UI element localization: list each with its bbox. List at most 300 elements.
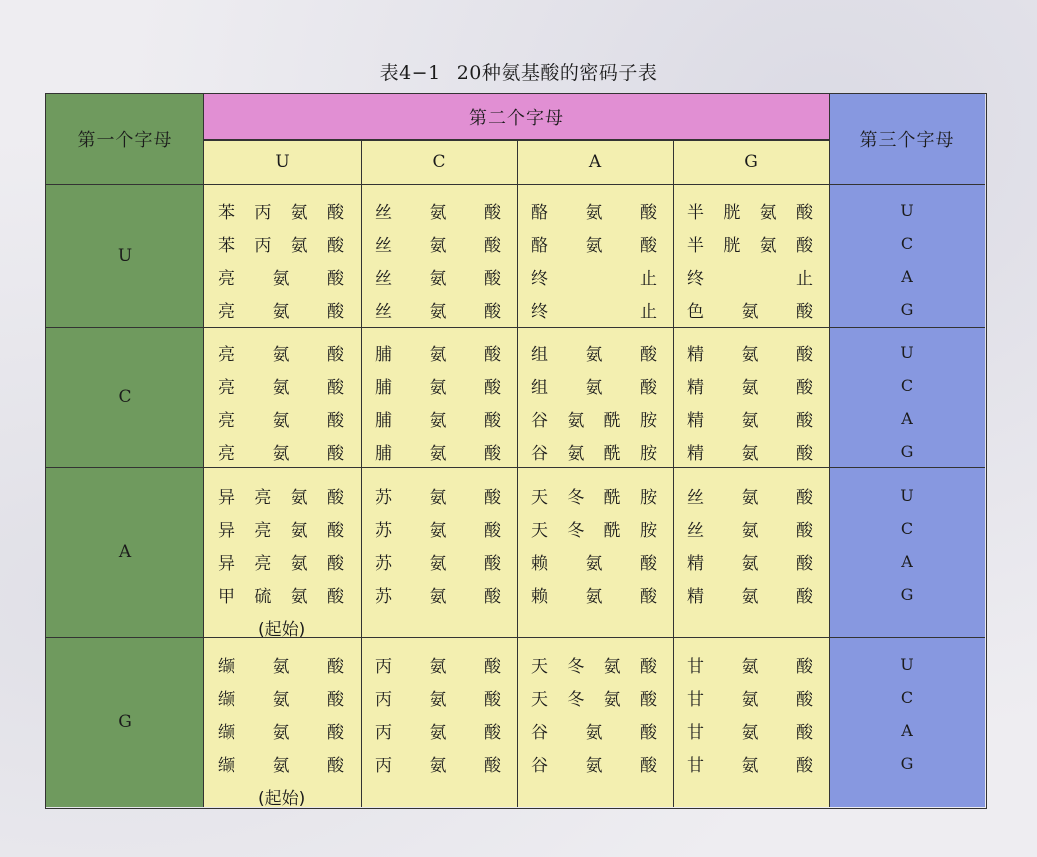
amino-acid-AAU — [531, 479, 657, 512]
amino-acid-char: 氨 — [741, 723, 759, 743]
amino-acid-char: 胺 — [639, 521, 657, 541]
amino-acid-char: 异 — [218, 554, 235, 574]
amino-acid-char: 缬 — [218, 756, 235, 776]
amino-acid-char: 酸 — [327, 345, 344, 365]
third-letter-U: U — [900, 655, 914, 674]
amino-acid-char: 苯 — [218, 203, 235, 223]
amino-acid-char: 酸 — [640, 723, 657, 743]
amino-acid-char: 氨 — [429, 690, 447, 710]
amino-acid-AUG — [218, 578, 344, 611]
amino-acid-char: 氨 — [585, 756, 603, 776]
amino-acid-UAA — [531, 260, 657, 293]
amino-acid-char: 酸 — [640, 236, 657, 256]
amino-acid-char: 氨 — [741, 554, 759, 574]
amino-acid-GUG — [218, 747, 344, 780]
amino-acid-char: 亮 — [218, 345, 235, 365]
amino-acid-char: 氨 — [429, 554, 447, 574]
amino-acid-char: 氨 — [741, 521, 759, 541]
amino-acid-char: 脯 — [375, 444, 392, 464]
amino-acid-char: 氨 — [741, 444, 759, 464]
amino-acid-char: 缬 — [218, 657, 235, 677]
amino-acid-char: 氨 — [741, 587, 759, 607]
amino-acid-char: 精 — [687, 345, 704, 365]
amino-acid-char: 胺 — [639, 488, 657, 508]
amino-acid-UUG — [218, 293, 344, 326]
amino-acid-char: 酰 — [603, 488, 621, 508]
start-codon-note: (起始) — [258, 789, 306, 809]
amino-acid-GAU — [531, 648, 657, 681]
second-letter-U: U — [275, 152, 290, 172]
amino-acid-char: 氨 — [429, 378, 447, 398]
amino-acid-char: 氨 — [429, 657, 447, 677]
amino-acid-AUU — [218, 479, 344, 512]
amino-acid-char: 氨 — [429, 269, 447, 289]
amino-acid-char: 止 — [640, 269, 657, 289]
amino-acid-char: 酸 — [639, 690, 657, 710]
amino-acid-CGA — [687, 402, 813, 435]
amino-acid-AGC — [687, 512, 813, 545]
amino-acid-GAA — [531, 714, 657, 747]
amino-acid-char: 丙 — [375, 690, 392, 710]
amino-acid-char: 酸 — [640, 756, 657, 776]
third-letter-group — [829, 648, 985, 780]
amino-acid-char: 亮 — [254, 488, 272, 508]
amino-acid-char: 酸 — [484, 723, 501, 743]
second-letter-C: C — [432, 152, 446, 172]
amino-acid-char: 酸 — [326, 203, 344, 223]
amino-acid-char: 酸 — [796, 302, 813, 322]
amino-acid-char: 甘 — [687, 657, 704, 677]
amino-acid-char: 氨 — [759, 236, 777, 256]
amino-acid-GGU — [687, 648, 813, 681]
amino-acid-char: 氨 — [429, 444, 447, 464]
amino-acid-char: 酸 — [640, 345, 657, 365]
third-letter-group — [829, 336, 985, 468]
amino-acid-char: 酸 — [327, 378, 344, 398]
amino-acid-char: 酸 — [326, 236, 344, 256]
amino-acid-char: 丝 — [375, 302, 392, 322]
amino-acid-char: 脯 — [375, 345, 392, 365]
amino-acid-char: 酸 — [484, 203, 501, 223]
amino-acid-char: 氨 — [429, 236, 447, 256]
amino-acid-ACG — [375, 578, 501, 611]
amino-acid-AAA — [531, 545, 657, 578]
amino-acid-char: 精 — [687, 587, 704, 607]
amino-acid-char: 缬 — [218, 723, 235, 743]
amino-acid-char: 天 — [531, 488, 548, 508]
second-letter-G: G — [744, 152, 758, 172]
amino-acid-char: 酸 — [484, 690, 501, 710]
amino-acid-char: 冬 — [567, 690, 585, 710]
amino-acid-char: 氨 — [429, 411, 447, 431]
divider-vertical — [517, 140, 518, 807]
amino-acid-char: 酸 — [484, 302, 501, 322]
amino-acid-char: 止 — [640, 302, 657, 322]
amino-acid-char: 缬 — [218, 690, 235, 710]
amino-acid-char: 氨 — [290, 488, 308, 508]
amino-acid-CUC — [218, 369, 344, 402]
amino-acid-GCG — [375, 747, 501, 780]
amino-acid-char: 酸 — [327, 269, 344, 289]
third-letter-U: U — [900, 343, 914, 362]
amino-acid-CGG — [687, 435, 813, 468]
amino-acid-char: 氨 — [290, 203, 308, 223]
amino-acid-char: 氨 — [290, 587, 308, 607]
amino-acid-char: 甘 — [687, 723, 704, 743]
amino-acid-CUG — [218, 435, 344, 468]
amino-acid-char: 天 — [531, 521, 548, 541]
amino-acid-char: 酸 — [796, 723, 813, 743]
amino-acid-ACA — [375, 545, 501, 578]
amino-acid-char: 氨 — [272, 444, 290, 464]
amino-acid-char: 冬 — [567, 657, 585, 677]
amino-acid-char: 丝 — [687, 521, 704, 541]
third-letter-C: C — [900, 234, 914, 253]
amino-acid-char: 胱 — [723, 203, 741, 223]
table-title: 20种氨基酸的密码子表 — [456, 62, 658, 84]
amino-acid-AUA — [218, 545, 344, 578]
amino-acid-char: 酸 — [326, 488, 344, 508]
amino-acid-char: 酸 — [796, 657, 813, 677]
amino-acid-ACU — [375, 479, 501, 512]
amino-acid-AAG — [531, 578, 657, 611]
amino-acid-char: 氨 — [272, 690, 290, 710]
amino-acid-char: 精 — [687, 411, 704, 431]
amino-acid-ACC — [375, 512, 501, 545]
amino-acid-char: 酰 — [603, 411, 621, 431]
third-letter-C: C — [900, 376, 914, 395]
amino-acid-char: 谷 — [531, 444, 548, 464]
amino-acid-char: 半 — [687, 236, 704, 256]
amino-acid-char: 酸 — [795, 203, 813, 223]
amino-acid-char: 终 — [531, 302, 548, 322]
amino-acid-char: 脯 — [375, 378, 392, 398]
amino-acid-char: 氨 — [585, 236, 603, 256]
third-letter-A: A — [901, 267, 913, 286]
amino-acid-char: 氨 — [272, 657, 290, 677]
amino-acid-char: 酸 — [484, 444, 501, 464]
amino-acid-CCA — [375, 402, 501, 435]
amino-acid-CCG — [375, 435, 501, 468]
amino-acid-char: 甲 — [218, 587, 235, 607]
amino-acid-char: 氨 — [741, 378, 759, 398]
amino-acid-char: 亮 — [254, 554, 272, 574]
amino-acid-char: 氨 — [603, 657, 621, 677]
first-letter-U: U — [117, 245, 133, 266]
amino-acid-char: 氨 — [272, 378, 290, 398]
amino-acid-char: 终 — [531, 269, 548, 289]
amino-acid-char: 组 — [531, 345, 548, 365]
amino-acid-char: 丝 — [687, 488, 704, 508]
amino-acid-char: 氨 — [290, 521, 308, 541]
amino-acid-char: 亮 — [218, 411, 235, 431]
amino-acid-char: 亮 — [218, 444, 235, 464]
amino-acid-GCU — [375, 648, 501, 681]
amino-acid-GCC — [375, 681, 501, 714]
amino-acid-char: 酸 — [327, 756, 344, 776]
amino-acid-char: 酸 — [639, 657, 657, 677]
third-letter-A: A — [901, 409, 913, 428]
amino-acid-AAC — [531, 512, 657, 545]
amino-acid-char: 亮 — [218, 378, 235, 398]
amino-acid-char: 天 — [531, 690, 548, 710]
amino-acid-char: 氨 — [272, 723, 290, 743]
amino-acid-char: 酸 — [327, 657, 344, 677]
amino-acid-char: 氨 — [585, 203, 603, 223]
amino-acid-char: 终 — [687, 269, 704, 289]
amino-acid-GAG — [531, 747, 657, 780]
amino-acid-char: 胱 — [723, 236, 741, 256]
amino-acid-char: 酸 — [484, 269, 501, 289]
amino-acid-CGU — [687, 336, 813, 369]
amino-acid-UCA — [375, 260, 501, 293]
amino-acid-char: 酸 — [795, 236, 813, 256]
amino-acid-char: 酸 — [484, 756, 501, 776]
first-letter-C: C — [118, 387, 132, 407]
amino-acid-char: 氨 — [272, 269, 290, 289]
amino-acid-CUU — [218, 336, 344, 369]
amino-acid-char: 酸 — [327, 302, 344, 322]
amino-acid-char: 丝 — [375, 269, 392, 289]
amino-acid-GGG — [687, 747, 813, 780]
amino-acid-char: 谷 — [531, 756, 548, 776]
amino-acid-char: 精 — [687, 554, 704, 574]
amino-acid-GCA — [375, 714, 501, 747]
amino-acid-char: 丙 — [375, 723, 392, 743]
amino-acid-char: 氨 — [290, 236, 308, 256]
amino-acid-UGC — [687, 227, 813, 260]
amino-acid-CGC — [687, 369, 813, 402]
amino-acid-char: 酸 — [327, 411, 344, 431]
amino-acid-UUA — [218, 260, 344, 293]
amino-acid-char: 组 — [531, 378, 548, 398]
third-letter-G: G — [900, 442, 914, 461]
amino-acid-char: 氨 — [585, 345, 603, 365]
amino-acid-char: 氨 — [272, 302, 290, 322]
amino-acid-char: 氨 — [585, 723, 603, 743]
amino-acid-char: 酸 — [484, 345, 501, 365]
amino-acid-char: 氨 — [741, 690, 759, 710]
third-letter-G: G — [900, 300, 914, 319]
amino-acid-UAU — [531, 194, 657, 227]
amino-acid-char: 酸 — [484, 411, 501, 431]
third-letter-U: U — [900, 486, 914, 505]
amino-acid-char: 氨 — [429, 302, 447, 322]
amino-acid-char: 异 — [218, 521, 235, 541]
amino-acid-CCC — [375, 369, 501, 402]
amino-acid-char: 酸 — [327, 723, 344, 743]
amino-acid-UGU — [687, 194, 813, 227]
amino-acid-char: 氨 — [272, 411, 290, 431]
codon-table — [45, 93, 987, 809]
amino-acid-char: 酸 — [326, 554, 344, 574]
amino-acid-char: 酰 — [603, 444, 621, 464]
amino-acid-char: 酸 — [484, 657, 501, 677]
amino-acid-UCC — [375, 227, 501, 260]
amino-acid-char: 酸 — [484, 554, 501, 574]
amino-acid-char: 酸 — [796, 587, 813, 607]
third-letter-C: C — [900, 519, 914, 538]
amino-acid-AGG — [687, 578, 813, 611]
amino-acid-char: 天 — [531, 657, 548, 677]
amino-acid-char: 丙 — [375, 756, 392, 776]
amino-acid-GAC — [531, 681, 657, 714]
amino-acid-char: 亮 — [218, 302, 235, 322]
amino-acid-char: 酸 — [484, 236, 501, 256]
second-letter-header: 第二个字母 — [469, 108, 564, 129]
amino-acid-AUC — [218, 512, 344, 545]
amino-acid-char: 甘 — [687, 756, 704, 776]
amino-acid-char: 谷 — [531, 411, 548, 431]
third-letter-A: A — [901, 552, 913, 571]
amino-acid-char: 氨 — [741, 488, 759, 508]
amino-acid-char: 精 — [687, 378, 704, 398]
amino-acid-char: 酸 — [640, 378, 657, 398]
amino-acid-char: 酸 — [796, 690, 813, 710]
amino-acid-char: 赖 — [531, 587, 548, 607]
amino-acid-char: 酸 — [640, 203, 657, 223]
amino-acid-char: 苏 — [375, 488, 392, 508]
amino-acid-CAU — [531, 336, 657, 369]
amino-acid-char: 丙 — [254, 236, 272, 256]
amino-acid-char: 酸 — [484, 378, 501, 398]
third-letter-U: U — [900, 201, 914, 220]
amino-acid-char: 酸 — [327, 690, 344, 710]
amino-acid-char: 酸 — [796, 521, 813, 541]
amino-acid-char: 酪 — [531, 236, 548, 256]
amino-acid-GUA — [218, 714, 344, 747]
amino-acid-char: 氨 — [429, 203, 447, 223]
amino-acid-char: 氨 — [585, 554, 603, 574]
third-letter-G: G — [900, 585, 914, 604]
third-letter-G: G — [900, 754, 914, 773]
amino-acid-CUA — [218, 402, 344, 435]
amino-acid-char: 硫 — [254, 587, 272, 607]
third-letter-group — [829, 194, 985, 326]
amino-acid-char: 酸 — [326, 521, 344, 541]
amino-acid-char: 氨 — [585, 587, 603, 607]
amino-acid-char: 酸 — [484, 587, 501, 607]
amino-acid-char: 丝 — [375, 203, 392, 223]
amino-acid-UAG — [531, 293, 657, 326]
third-letter-C: C — [900, 688, 914, 707]
amino-acid-char: 脯 — [375, 411, 392, 431]
amino-acid-CAC — [531, 369, 657, 402]
amino-acid-char: 酸 — [327, 444, 344, 464]
amino-acid-char: 氨 — [290, 554, 308, 574]
amino-acid-AGA — [687, 545, 813, 578]
amino-acid-AGU — [687, 479, 813, 512]
amino-acid-GGA — [687, 714, 813, 747]
amino-acid-UUU — [218, 194, 344, 227]
amino-acid-char: 止 — [796, 269, 813, 289]
amino-acid-char: 氨 — [272, 345, 290, 365]
amino-acid-char: 氨 — [429, 345, 447, 365]
amino-acid-char: 氨 — [759, 203, 777, 223]
amino-acid-char: 酸 — [640, 587, 657, 607]
amino-acid-char: 胺 — [639, 411, 657, 431]
divider-vertical — [673, 140, 674, 807]
amino-acid-char: 氨 — [603, 690, 621, 710]
amino-acid-char: 氨 — [741, 657, 759, 677]
amino-acid-char: 氨 — [429, 488, 447, 508]
amino-acid-char: 氨 — [741, 345, 759, 365]
amino-acid-char: 酸 — [796, 554, 813, 574]
amino-acid-char: 氨 — [567, 411, 585, 431]
third-letter-A: A — [901, 721, 913, 740]
amino-acid-GUU — [218, 648, 344, 681]
amino-acid-char: 氨 — [567, 444, 585, 464]
amino-acid-char: 氨 — [741, 411, 759, 431]
third-letter-group — [829, 479, 985, 611]
amino-acid-char: 酸 — [796, 444, 813, 464]
amino-acid-char: 苏 — [375, 554, 392, 574]
amino-acid-char: 氨 — [429, 723, 447, 743]
amino-acid-char: 甘 — [687, 690, 704, 710]
amino-acid-char: 酸 — [796, 378, 813, 398]
amino-acid-char: 氨 — [741, 302, 759, 322]
amino-acid-UGG — [687, 293, 813, 326]
amino-acid-char: 氨 — [741, 756, 759, 776]
amino-acid-char: 酸 — [796, 345, 813, 365]
amino-acid-UCU — [375, 194, 501, 227]
amino-acid-char: 酸 — [326, 587, 344, 607]
amino-acid-char: 谷 — [531, 723, 548, 743]
amino-acid-char: 异 — [218, 488, 235, 508]
amino-acid-char: 酸 — [796, 411, 813, 431]
amino-acid-char: 精 — [687, 444, 704, 464]
amino-acid-char: 酸 — [796, 488, 813, 508]
amino-acid-CAG — [531, 435, 657, 468]
amino-acid-GGC — [687, 681, 813, 714]
third-letter-header: 第三个字母 — [859, 130, 955, 151]
amino-acid-char: 丙 — [254, 203, 272, 223]
amino-acid-GUC — [218, 681, 344, 714]
amino-acid-char: 苏 — [375, 521, 392, 541]
amino-acid-char: 酸 — [640, 554, 657, 574]
amino-acid-char: 氨 — [272, 756, 290, 776]
amino-acid-char: 酰 — [603, 521, 621, 541]
amino-acid-char: 氨 — [585, 378, 603, 398]
amino-acid-char: 氨 — [429, 521, 447, 541]
amino-acid-UUC — [218, 227, 344, 260]
first-letter-header: 第一个字母 — [77, 130, 173, 151]
amino-acid-CCU — [375, 336, 501, 369]
amino-acid-char: 冬 — [567, 521, 585, 541]
amino-acid-char: 酸 — [484, 521, 501, 541]
divider-vertical — [361, 140, 362, 807]
table-number: 表4−1 — [379, 62, 441, 84]
amino-acid-CAA — [531, 402, 657, 435]
amino-acid-char: 赖 — [531, 554, 548, 574]
amino-acid-char: 色 — [687, 302, 704, 322]
first-letter-A: A — [118, 542, 132, 562]
amino-acid-char: 苏 — [375, 587, 392, 607]
second-letter-A: A — [588, 152, 602, 172]
amino-acid-char: 酸 — [796, 756, 813, 776]
amino-acid-char: 半 — [687, 203, 704, 223]
amino-acid-char: 苯 — [218, 236, 235, 256]
amino-acid-char: 亮 — [254, 521, 272, 541]
amino-acid-char: 丙 — [375, 657, 392, 677]
amino-acid-char: 氨 — [429, 756, 447, 776]
amino-acid-char: 酸 — [484, 488, 501, 508]
table-caption — [0, 58, 1037, 85]
amino-acid-char: 冬 — [567, 488, 585, 508]
amino-acid-char: 丝 — [375, 236, 392, 256]
amino-acid-char: 酪 — [531, 203, 548, 223]
start-codon-note: (起始) — [258, 620, 306, 640]
